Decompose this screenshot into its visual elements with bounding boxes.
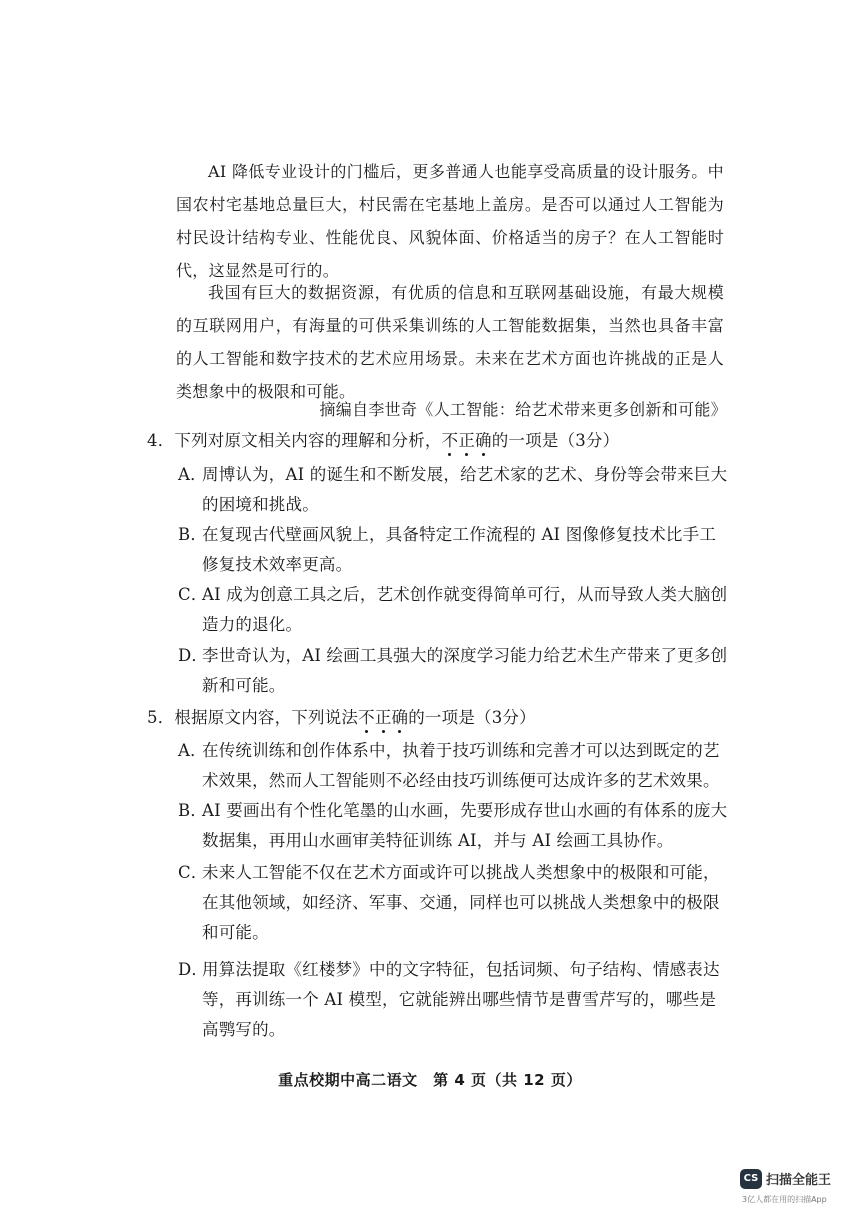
option-text: AI 成为创意工具之后，艺术创作就变得简单可行，从而导致人类大脑创造力的退化。 bbox=[202, 585, 728, 634]
emphasis-char: 正 bbox=[374, 708, 392, 727]
emphasis-char: 不 bbox=[441, 431, 459, 450]
option-letter: D． bbox=[178, 646, 209, 665]
option-letter: C． bbox=[178, 863, 208, 882]
passage-source: 摘编自李世奇《人工智能：给艺术带来更多创新和可能》 bbox=[319, 400, 727, 419]
option-text: 在传统训练和创作体系中，执着于技巧训练和完善才可以达到既定的艺术效果，然而人工智能则不必经由技巧训练便可达成许多的艺术效果。 bbox=[202, 741, 720, 790]
watermark-tagline: 3亿人都在用的扫描App bbox=[742, 1195, 827, 1204]
option-text: 周博认为，AI 的诞生和不断发展，给艺术家的艺术、身份等会带来巨大的困境和挑战。 bbox=[202, 465, 728, 514]
q5-option-d[interactable] bbox=[178, 955, 728, 1045]
question-5-prefix: 5．根据原文内容，下列说法 bbox=[147, 708, 359, 727]
option-text: 未来人工智能不仅在艺术方面或许可以挑战人类想象中的极限和可能，在其他领域，如经济、军事、交通，同样也可以挑战人类想象中的极限和可能。 bbox=[202, 863, 720, 942]
option-text: AI 要画出有个性化笔墨的山水画，先要形成存世山水画的有体系的庞大数据集，再用山水画审美特征训练 AI，并与 AI 绘画工具协作。 bbox=[202, 801, 728, 850]
option-text: 李世奇认为，AI 绘画工具强大的深度学习能力给艺术生产带来了更多创新和可能。 bbox=[202, 646, 728, 695]
option-letter: A． bbox=[178, 465, 207, 484]
emphasis-char: 不 bbox=[358, 708, 375, 727]
emphasis-char: 确 bbox=[475, 431, 492, 450]
q4-option-c[interactable] bbox=[178, 580, 728, 640]
q5-option-c[interactable] bbox=[178, 858, 728, 948]
q4-option-a[interactable] bbox=[178, 460, 728, 520]
watermark-app-name: 扫描全能王 bbox=[766, 1173, 832, 1188]
option-letter: C． bbox=[178, 585, 208, 604]
passage-paragraph-1: AI 降低专业设计的门槛后，更多普通人也能享受高质量的设计服务。中国农村宅基地总量巨大，村民需在宅基地上盖房。是否可以通过人工智能为村民设计结构专业、性能优良、风貌体面、价格适当的房子？在人工智能时代，这显然是可行的。 bbox=[176, 162, 724, 280]
q5-option-b[interactable] bbox=[178, 796, 728, 856]
emphasis-char: 确 bbox=[391, 708, 409, 727]
question-5-stem bbox=[147, 707, 727, 729]
page-footer: 重点校期中高二语文 第 4 页（共 12 页） bbox=[278, 1071, 582, 1089]
emphasis-char: 正 bbox=[458, 431, 476, 450]
q5-option-a[interactable] bbox=[178, 736, 728, 796]
camscanner-logo-icon: CS bbox=[740, 1169, 762, 1189]
q4-option-b[interactable] bbox=[178, 520, 728, 580]
question-4-stem bbox=[147, 430, 727, 452]
option-letter: A． bbox=[178, 741, 207, 760]
option-letter: B． bbox=[178, 525, 208, 544]
question-4-prefix: 4．下列对原文相关内容的理解和分析， bbox=[147, 431, 442, 450]
passage-paragraph-2: 我国有巨大的数据资源，有优质的信息和互联网基础设施，有最大规模的互联网用户，有海量的可供采集训练的人工智能数据集，当然也具备丰富的人工智能和数字技术的艺术应用场景。未来在艺术方面也许挑战的正是人类想象中的极限和可能。 bbox=[176, 283, 724, 401]
option-text: 用算法提取《红楼梦》中的文字特征，包括词频、句子结构、情感表达等，再训练一个 AI 模型，它就能辨出哪些情节是曹雪芹写的，哪些是高鹗写的。 bbox=[202, 960, 720, 1039]
q4-option-d[interactable] bbox=[178, 641, 728, 701]
scanner-watermark bbox=[740, 1167, 850, 1209]
option-letter: D． bbox=[178, 960, 209, 979]
question-4-suffix: 的一项是（3分） bbox=[491, 431, 620, 450]
option-letter: B． bbox=[178, 801, 208, 820]
question-5-suffix: 的一项是（3分） bbox=[408, 708, 536, 727]
option-text: 在复现古代壁画风貌上，具备特定工作流程的 AI 图像修复技术比手工修复技术效率更高。 bbox=[202, 525, 717, 574]
